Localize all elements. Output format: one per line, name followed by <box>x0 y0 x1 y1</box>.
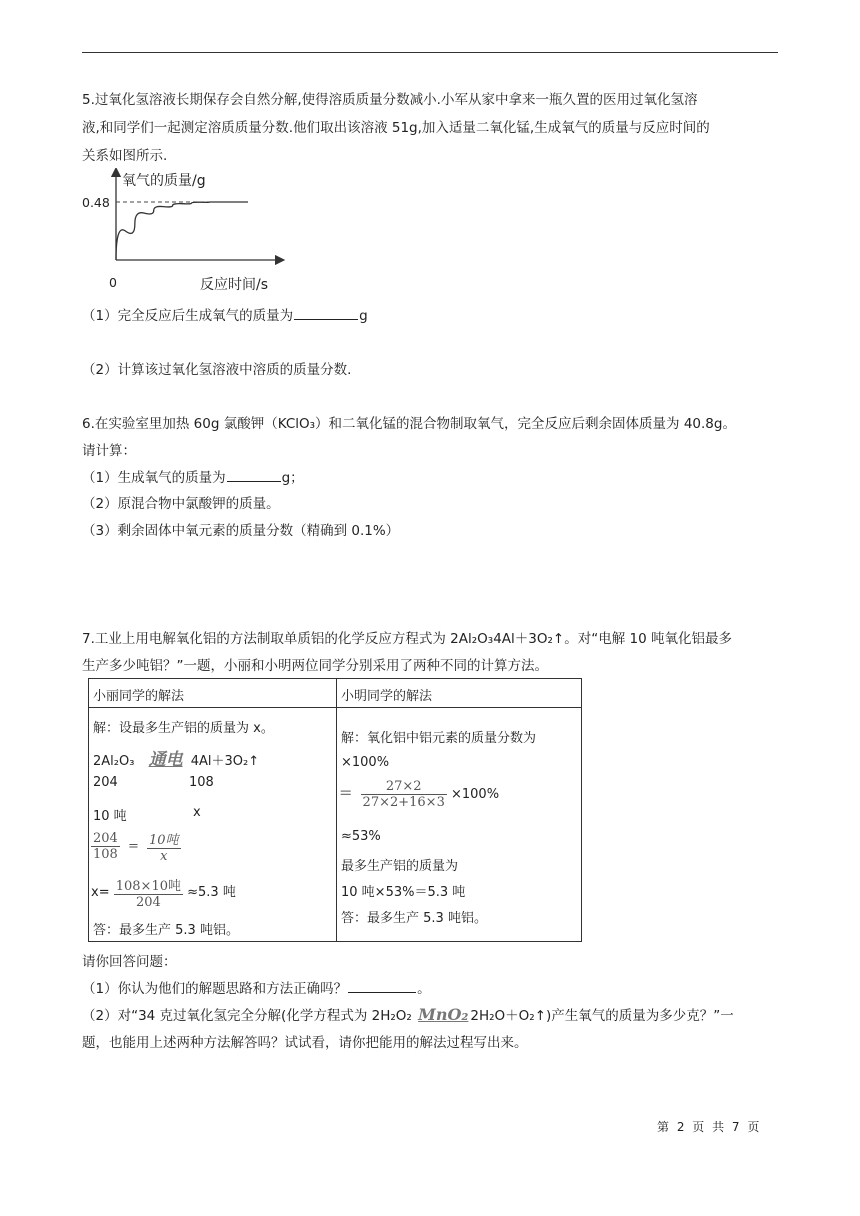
xiaoming-approx: ≈53% <box>341 829 381 844</box>
xiaoli-setup: 解：设最多生产铝的质量为 x。 <box>93 721 274 736</box>
xiaoli-proportion <box>91 829 181 864</box>
xiaoli-mass-al: 108 <box>189 775 214 790</box>
mno2-catalyst-condition: MnO₂ <box>418 1005 469 1024</box>
q7-text-line-1: 7.工业上用电解氧化铝的方法制取单质铝的化学反应方程式为 2Al₂O₃4Al＋3O₂↑。对“电解 10 吨氧化铝最多 <box>82 631 732 647</box>
x-equals-label: x= <box>91 885 110 900</box>
xiaoming-calc: 10 吨×53%＝5.3 吨 <box>341 885 466 900</box>
xiaoming-max-label: 最多生产铝的质量为 <box>341 859 459 874</box>
q7-sub-2-line-2: 题，也能用上述两种方法解答吗？试试看，请你把能用的解法过程写出来。 <box>82 1035 528 1051</box>
q5-sub-1 <box>82 304 368 324</box>
xiaoming-equals: = <box>339 783 353 802</box>
equation-products: 4Al＋3O₂↑ <box>190 754 260 769</box>
xiaoming-percent-suffix: ×100% <box>451 787 500 802</box>
x-fraction: $\frac{\text{108×10吨}}{204}$ <box>115 879 181 910</box>
chart-origin-label: 0 <box>109 275 117 290</box>
header-rule <box>82 52 778 53</box>
xiaoli-unknown-x: x <box>193 805 201 820</box>
chart-x-axis-label: 反应时间/s <box>200 277 269 293</box>
xiaoli-given-amount: 10 吨 <box>93 809 127 824</box>
q6-sub-2: （2）原混合物中氯酸钾的质量。 <box>82 496 280 512</box>
q5-text-line-3: 关系如图所示. <box>82 148 168 164</box>
xiaoli-x-calculation <box>91 875 236 910</box>
q5-sub-2: （2）计算该过氧化氢溶液中溶质的质量分数. <box>82 362 352 378</box>
table-header-xiaoli: 小丽同学的解法 <box>93 689 185 704</box>
q5-sub-1-prompt: （1）完全反应后生成氧气的质量为 <box>82 308 294 324</box>
x-result: ≈5.3 吨 <box>187 885 236 900</box>
ratio-equals: = <box>127 839 139 854</box>
xiaoming-intro: 解：氧化铝中铝元素的质量分数为 <box>341 731 537 746</box>
table-column-divider <box>336 679 337 941</box>
xiaoming-answer: 答：最多生产 5.3 吨铝。 <box>341 911 487 926</box>
q7-prompt: 请你回答问题： <box>82 954 177 970</box>
xiaoli-equation <box>93 745 259 770</box>
q5-answer-blank[interactable] <box>294 307 358 320</box>
q6-sub-1-prompt: （1）生成氧气的质量为 <box>82 470 226 486</box>
xiaoming-percent-line: ×100% <box>341 755 390 770</box>
table-header-xiaoming: 小明同学的解法 <box>341 689 433 704</box>
page-number-footer: 第 2 页 共 7 页 <box>657 1120 762 1134</box>
q7-answer-blank[interactable] <box>348 980 416 993</box>
q5-text-line-2: 液,和同学们一起测定溶质质量分数.他们取出该溶液 51g,加入适量二氧化锰,生成氧气的质量与反应时间的 <box>82 120 710 136</box>
q6-text-line-1: 6.在实验室里加热 60g 氯酸钾（KClO₃）和二氧化锰的混合物制取氧气，完全反应后剩余固体质量为 40.8g。 <box>82 416 736 432</box>
q7-sub-2-prompt: （2）对“34 克过氧化氢完全分解(化学方程式为 2H₂O₂ <box>82 1008 412 1024</box>
equation-reactant: 2Al₂O₃ <box>93 754 135 769</box>
chart-y-axis-label: 氧气的质量/g <box>122 173 206 189</box>
q5-sub-1-unit: g <box>359 308 368 324</box>
ratio-right-fraction: $\frac{\text{10吨}}{x}$ <box>149 833 179 864</box>
q6-sub-3: （3）剩余固体中氧元素的质量分数（精确到 0.1%） <box>82 523 400 539</box>
oxygen-mass-chart <box>80 168 290 296</box>
q7-sub-1 <box>82 977 431 997</box>
q7-sub-1-prompt: （1）你认为他们的解题思路和方法正确吗？ <box>82 981 348 997</box>
q7-text-line-2: 生产多少吨铝？”一题，小丽和小明两位同学分别采用了两种不同的计算方法。 <box>82 658 548 674</box>
chart-series-line <box>116 202 248 260</box>
q6-sub-1 <box>82 466 304 486</box>
ratio-left-fraction: $\frac{204}{108}$ <box>93 831 118 862</box>
q6-sub-1-unit: g； <box>281 470 304 486</box>
q5-text-line-1: 5.过氧化氢溶液长期保存会自然分解,使得溶质质量分数减小.小军从家中拿来一瓶久置的医用过氧化氢溶 <box>82 92 698 108</box>
electrolysis-condition: 通电 <box>148 750 183 770</box>
q7-sub-2-line-1 <box>82 1004 734 1024</box>
table-header-divider <box>89 707 581 708</box>
xiaoli-answer: 答：最多生产 5.3 吨铝。 <box>93 923 239 938</box>
xiaoli-mass-al2o3: 204 <box>93 775 118 790</box>
q7-sub-1-end: 。 <box>417 981 431 997</box>
q7-sub-2-rest: 2H₂O＋O₂↑)产生氧气的质量为多少克？”一 <box>470 1008 734 1024</box>
solution-comparison-table <box>88 678 582 942</box>
q6-answer-blank[interactable] <box>227 469 281 482</box>
chart-y-tick-label: 0.48 <box>82 195 110 210</box>
al-mass-fraction: $\frac{27\times 2}{27\times 2+16\times 3}$ <box>362 779 445 810</box>
xiaoming-fraction-line <box>339 779 499 810</box>
q6-text-line-2: 请计算： <box>82 443 136 459</box>
